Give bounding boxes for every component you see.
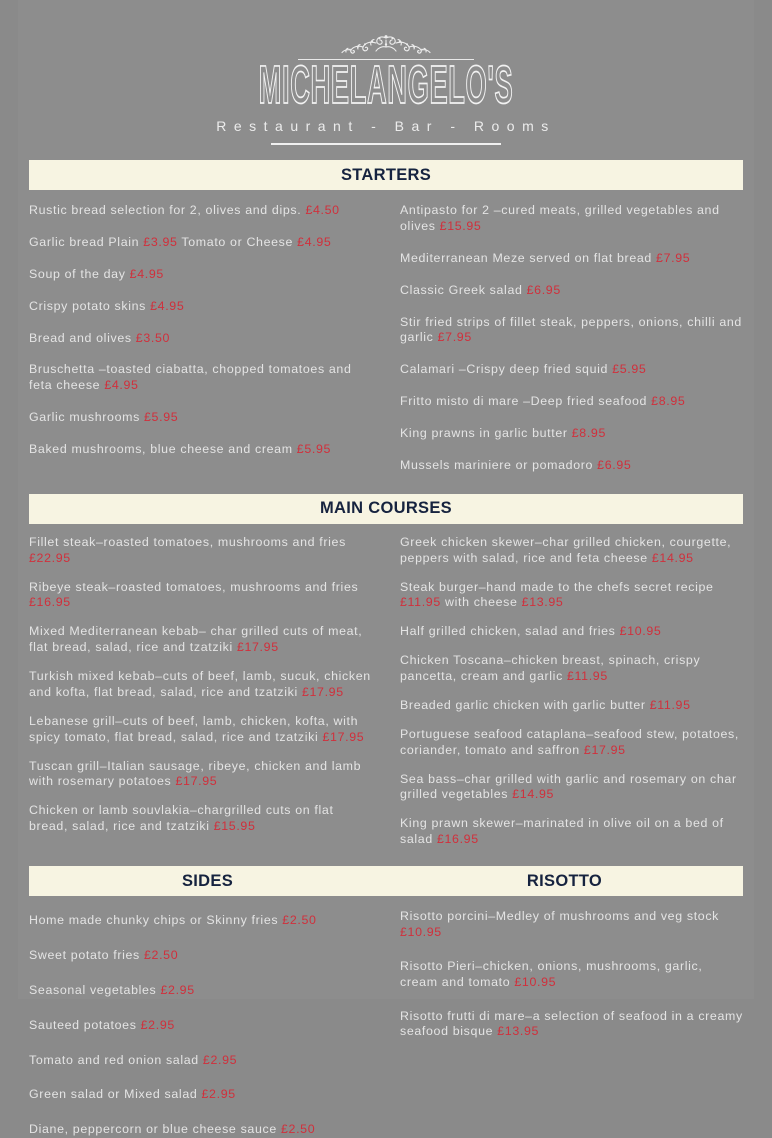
menu-item [29,410,372,426]
menu-item [29,669,372,701]
menu-item-name: Diane, peppercorn or blue cheese sauce [29,1122,281,1137]
menu-item-name: Home made chunky chips or Skinny fries [29,913,283,927]
menu-item-name: Bread and olives [29,330,136,345]
menu-item-name: Lebanese grill–cuts of beef, lamb, chicken, kofta, with spicy tomato, flat bread, salad, rice and tzatziki [29,713,359,744]
menu-item-price: £7.95 [656,250,691,265]
menu-item [29,624,372,656]
menu-item-name: Tuscan grill–Italian sausage, ribeye, chicken and lamb with rosemary potatoes [29,758,362,789]
menu-item-price: £17.95 [236,640,279,655]
section-sides-risotto [29,896,743,1138]
menu-item-name-secondary: Tomato or Cheese [177,234,298,249]
menu-item-price: £3.50 [135,330,171,345]
floral-flourish-icon [296,34,476,58]
menu-item [29,1018,372,1034]
menu-item-name: Baked mushrooms, blue cheese and cream [29,442,297,456]
menu-item-price: £3.95 [143,234,178,249]
restaurant-name: MICHELANGELO'S [258,55,514,116]
menu-item-name: Fritto misto di mare –Deep fried seafood [400,394,652,409]
menu-item [400,959,743,991]
menu-item-price: £4.50 [305,203,340,217]
menu-item-name: Risotto frutti di mare–a selection of seafood in a creamy seafood bisque [400,1008,743,1039]
menu-item [400,653,743,685]
section-header-starters [29,160,743,190]
menu-item [400,624,743,640]
menu-item-name: Greek chicken skewer–char grilled chicken, courgette, peppers with salad, rice and feta cheese [400,534,732,565]
menu-item-price: £17.95 [175,774,218,789]
menu-item-price: £5.95 [296,442,332,456]
menu-item-price: £8.95 [651,394,686,409]
menu-item-price: £4.95 [104,378,139,393]
menu-item [29,299,372,315]
menu-item-name: Classic Greek salad [400,282,527,297]
restaurant-subtitle: Restaurant - Bar - Rooms [216,118,556,134]
menu-item-name: Stir fried strips of fillet steak, peppers, onions, chilli and garlic [400,314,742,345]
section-header-mains [29,494,743,524]
menu-item [400,394,743,410]
menu-item-name: Seasonal vegetables [29,982,161,997]
menu-item-name-secondary: with cheese [440,595,522,610]
menu-item [400,535,743,567]
menu-item-name: Mussels mariniere or pomadoro [400,457,598,472]
menu-item-price: £2.50 [143,947,179,962]
menu-header [0,0,772,145]
menu-item-price: £16.95 [29,595,71,610]
menu-item-price: £15.95 [439,218,482,233]
menu-item [29,331,372,347]
menu-item [29,1053,372,1069]
menu-item [29,267,372,283]
menu-item-name: Sauteed potatoes [29,1017,141,1032]
menu-item-name: Chicken or lamb souvlakia–chargrilled cuts on flat bread, salad, rice and tzatziki [29,803,334,834]
menu-item [29,948,372,964]
section-title-mains: MAIN COURSES [320,499,452,518]
menu-item-price: £14.95 [651,550,694,565]
menu-item [29,714,372,746]
menu-item-price: £17.95 [322,729,365,744]
menu-item [400,426,743,442]
menu-item [29,803,372,835]
menu-item [400,580,743,612]
menu-item-price: £4.95 [150,298,185,313]
menu-item [400,816,743,848]
menu-item [400,1009,743,1041]
menu-item-name: King prawns in garlic butter [400,426,572,440]
menu-item [400,909,743,941]
menu-item-name: Bruschetta –toasted ciabatta, chopped tomatoes and feta cheese [29,362,352,393]
menu-item-price: £17.95 [583,742,626,757]
section-title-sides: SIDES [181,871,234,890]
menu-item-price: £11.95 [400,595,441,610]
mains-column-left [29,524,386,848]
menu-item-price: £2.95 [202,1052,238,1067]
menu-item [400,727,743,759]
menu-item-name: Soup of the day [29,266,130,281]
menu-item-price: £10.95 [514,974,557,989]
menu-item-name: Ribeye steak–roasted tomatoes, mushrooms and fries [29,579,359,594]
menu-item [29,442,372,458]
risotto-column [386,896,743,1138]
menu-item [29,1122,372,1138]
menu-item-price: £4.95 [129,266,164,281]
menu-item-name: Garlic mushrooms [29,410,145,425]
menu-item [400,772,743,804]
sides-column [29,896,386,1138]
mains-column-right [386,524,743,848]
menu-item-name: Garlic bread Plain [29,234,144,249]
menu-item-name: Mediterranean Meze served on flat bread [400,250,657,265]
menu-item-name: Risotto porcini–Medley of mushrooms and veg stock [400,909,720,923]
menu-item [29,535,372,567]
menu-item-price: £6.95 [597,457,632,472]
section-header-sides-risotto [29,866,743,896]
menu-item-name: Chicken Toscana–chicken breast, spinach, crispy pancetta, cream and garlic [400,653,701,683]
menu-item-price: £6.95 [526,282,561,297]
menu-item-name: Portuguese seafood cataplana–seafood stew, potatoes, coriander, tomato and saffron [400,726,739,757]
menu-item-name: Sweet potato fries [29,947,144,962]
menu-item-price: £10.95 [619,624,662,639]
menu-item [29,362,372,394]
menu-item-name: Breaded garlic chicken with garlic butter [400,697,650,712]
menu-item [400,203,743,235]
starters-column-left [29,190,386,474]
menu-item-price: £15.95 [213,819,256,834]
menu-item-name: King prawn skewer–marinated in olive oil on a bed of salad [400,816,724,847]
menu-item [29,235,372,251]
menu-item-price: £5.95 [144,410,179,425]
menu-item-price: £13.95 [497,1024,540,1039]
menu-item-name: Risotto Pieri–chicken, onions, mushrooms, garlic, cream and tomato [400,958,703,989]
menu-item [400,458,743,474]
menu-item [29,203,372,219]
menu-item-name: Antipasto for 2 –cured meats, grilled vegetables and olives [400,203,720,233]
menu-item-price: £16.95 [436,832,479,847]
menu-item-name: Mixed Mediterranean kebab– char grilled cuts of meat, flat bread, salad, rice and tzatziki [29,624,363,655]
menu-item-name: Fillet steak–roasted tomatoes, mushrooms and fries [29,534,346,549]
menu-item [29,759,372,791]
menu-item [400,283,743,299]
section-starters [29,190,743,474]
section-title-starters: STARTERS [340,165,432,184]
menu-item-price: £10.95 [400,924,442,939]
menu-item [29,1087,372,1103]
menu-item-price: £7.95 [437,330,472,345]
menu-item-price: £8.95 [571,426,607,440]
menu-item [29,983,372,999]
menu-item-price: £2.95 [140,1017,175,1032]
menu-item-name: Green salad or Mixed salad [29,1087,202,1102]
menu-item-name: Rustic bread selection for 2, olives and dips. [29,203,306,217]
menu-item-price: £2.50 [282,913,317,927]
menu-item-name: Turkish mixed kebab–cuts of beef, lamb, sucuk, chicken and kofta, flat bread, salad, rice and tzatziki [29,669,371,699]
menu-item-price: £2.95 [160,982,195,997]
menu-item [400,315,743,347]
menu-item-price: £2.50 [280,1122,316,1137]
menu-item-name: Calamari –Crispy deep fried squid [400,362,613,377]
starters-column-right [386,190,743,474]
menu-item-name: Steak burger–hand made to the chefs secret recipe [400,579,714,594]
menu-item-price: £5.95 [612,362,647,377]
menu-item [29,580,372,612]
menu-item-name: Half grilled chicken, salad and fries [400,624,620,639]
subtitle-rule [271,143,501,145]
menu-item-name: Tomato and red onion salad [29,1052,203,1067]
menu-item-price: £14.95 [512,787,555,802]
menu-item [29,913,372,929]
menu-item-price-secondary: £4.95 [297,234,332,249]
menu-item-price-secondary: £13.95 [521,595,564,610]
menu-item-price: £17.95 [301,684,344,699]
menu-item [400,698,743,714]
menu-item-name: Sea bass–char grilled with garlic and rosemary on char grilled vegetables [400,771,737,802]
section-title-risotto: RISOTTO [526,871,603,890]
menu-item [400,251,743,267]
menu-item-name: Crispy potato skins [29,298,151,313]
menu-item-price: £2.95 [201,1087,236,1102]
menu-item [400,362,743,378]
menu-item-price: £11.95 [649,697,691,712]
menu-item-price: £11.95 [567,669,608,683]
section-mains [29,524,743,848]
menu-item-price: £22.95 [29,550,71,565]
